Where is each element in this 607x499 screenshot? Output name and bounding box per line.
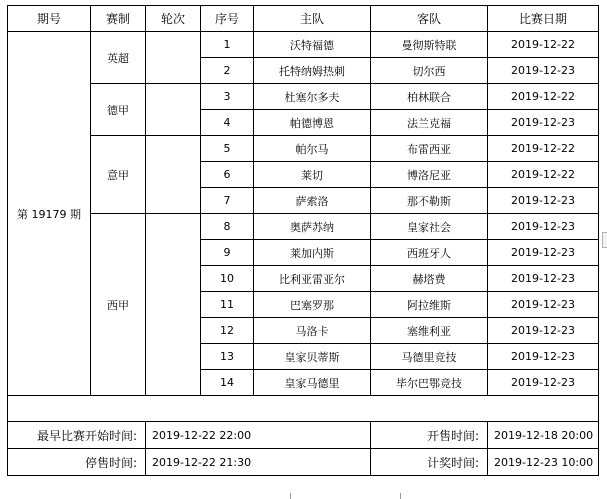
league-cell: 英超 bbox=[91, 32, 146, 84]
home-team-cell: 巴塞罗那 bbox=[254, 292, 371, 318]
seq-cell: 7 bbox=[201, 188, 254, 214]
away-team-cell: 塞维利亚 bbox=[371, 318, 488, 344]
scroll-edge-marker bbox=[602, 232, 607, 248]
match-date-cell: 2019-12-23 bbox=[488, 266, 599, 292]
spacer-row bbox=[8, 396, 599, 422]
seq-cell: 9 bbox=[201, 240, 254, 266]
earliest-start-value: 2019-12-22 22:00 bbox=[146, 422, 371, 449]
header-date: 比赛日期 bbox=[488, 6, 599, 32]
seq-cell: 1 bbox=[201, 32, 254, 58]
seq-cell: 13 bbox=[201, 344, 254, 370]
header-round: 轮次 bbox=[146, 6, 201, 32]
home-team-cell: 皇家贝蒂斯 bbox=[254, 344, 371, 370]
sale-start-label: 开售时间: bbox=[371, 422, 488, 449]
match-date-cell: 2019-12-22 bbox=[488, 84, 599, 110]
match-date-cell: 2019-12-23 bbox=[488, 214, 599, 240]
match-date-cell: 2019-12-22 bbox=[488, 136, 599, 162]
match-date-cell: 2019-12-22 bbox=[488, 32, 599, 58]
page-edge-tick bbox=[290, 493, 291, 499]
seq-cell: 2 bbox=[201, 58, 254, 84]
table-row bbox=[8, 84, 599, 110]
home-team-cell: 皇家马德里 bbox=[254, 370, 371, 396]
league-cell: 意甲 bbox=[91, 136, 146, 214]
table-row bbox=[8, 32, 599, 58]
home-team-cell: 帕德博恩 bbox=[254, 110, 371, 136]
away-team-cell: 阿拉维斯 bbox=[371, 292, 488, 318]
home-team-cell: 帕尔马 bbox=[254, 136, 371, 162]
league-cell: 西甲 bbox=[91, 214, 146, 396]
footer-row-2 bbox=[8, 449, 599, 476]
sale-stop-label: 停售时间: bbox=[8, 449, 146, 476]
seq-cell: 8 bbox=[201, 214, 254, 240]
away-team-cell: 赫塔费 bbox=[371, 266, 488, 292]
header-away: 客队 bbox=[371, 6, 488, 32]
header-row bbox=[8, 6, 599, 32]
match-body bbox=[8, 32, 599, 396]
seq-cell: 12 bbox=[201, 318, 254, 344]
header-home: 主队 bbox=[254, 6, 371, 32]
away-team-cell: 曼彻斯特联 bbox=[371, 32, 488, 58]
match-date-cell: 2019-12-23 bbox=[488, 110, 599, 136]
spacer-cell bbox=[8, 396, 599, 422]
home-team-cell: 杜塞尔多夫 bbox=[254, 84, 371, 110]
away-team-cell: 马德里竞技 bbox=[371, 344, 488, 370]
match-date-cell: 2019-12-23 bbox=[488, 188, 599, 214]
seq-cell: 5 bbox=[201, 136, 254, 162]
table-row bbox=[8, 136, 599, 162]
match-date-cell: 2019-12-23 bbox=[488, 58, 599, 84]
header-period: 期号 bbox=[8, 6, 91, 32]
footer-row-1 bbox=[8, 422, 599, 449]
away-team-cell: 那不勒斯 bbox=[371, 188, 488, 214]
seq-cell: 6 bbox=[201, 162, 254, 188]
match-date-cell: 2019-12-23 bbox=[488, 318, 599, 344]
round-cell bbox=[146, 136, 201, 214]
away-team-cell: 西班牙人 bbox=[371, 240, 488, 266]
away-team-cell: 毕尔巴鄂竞技 bbox=[371, 370, 488, 396]
round-cell bbox=[146, 84, 201, 136]
header-seq: 序号 bbox=[201, 6, 254, 32]
home-team-cell: 托特纳姆热刺 bbox=[254, 58, 371, 84]
match-date-cell: 2019-12-23 bbox=[488, 240, 599, 266]
seq-cell: 10 bbox=[201, 266, 254, 292]
sale-stop-value: 2019-12-22 21:30 bbox=[146, 449, 371, 476]
footer-body bbox=[8, 396, 599, 476]
away-team-cell: 法兰克福 bbox=[371, 110, 488, 136]
header-league: 赛制 bbox=[91, 6, 146, 32]
league-cell: 德甲 bbox=[91, 84, 146, 136]
match-date-cell: 2019-12-23 bbox=[488, 344, 599, 370]
prize-calc-label: 计奖时间: bbox=[371, 449, 488, 476]
earliest-start-label: 最早比赛开始时间: bbox=[8, 422, 146, 449]
match-date-cell: 2019-12-23 bbox=[488, 292, 599, 318]
home-team-cell: 比利亚雷亚尔 bbox=[254, 266, 371, 292]
home-team-cell: 萨索洛 bbox=[254, 188, 371, 214]
seq-cell: 11 bbox=[201, 292, 254, 318]
table-row bbox=[8, 214, 599, 240]
away-team-cell: 博洛尼亚 bbox=[371, 162, 488, 188]
home-team-cell: 沃特福德 bbox=[254, 32, 371, 58]
seq-cell: 14 bbox=[201, 370, 254, 396]
match-date-cell: 2019-12-22 bbox=[488, 162, 599, 188]
period-cell: 第 19179 期 bbox=[8, 32, 91, 396]
round-cell bbox=[146, 32, 201, 84]
match-schedule-table bbox=[7, 5, 599, 476]
home-team-cell: 莱切 bbox=[254, 162, 371, 188]
page-edge-tick bbox=[400, 493, 401, 499]
away-team-cell: 皇家社会 bbox=[371, 214, 488, 240]
home-team-cell: 奥萨苏纳 bbox=[254, 214, 371, 240]
prize-calc-value: 2019-12-23 10:00 bbox=[488, 449, 599, 476]
away-team-cell: 切尔西 bbox=[371, 58, 488, 84]
away-team-cell: 布雷西亚 bbox=[371, 136, 488, 162]
home-team-cell: 莱加内斯 bbox=[254, 240, 371, 266]
match-date-cell: 2019-12-23 bbox=[488, 370, 599, 396]
seq-cell: 3 bbox=[201, 84, 254, 110]
round-cell bbox=[146, 214, 201, 396]
away-team-cell: 柏林联合 bbox=[371, 84, 488, 110]
home-team-cell: 马洛卡 bbox=[254, 318, 371, 344]
seq-cell: 4 bbox=[201, 110, 254, 136]
sale-start-value: 2019-12-18 20:00 bbox=[488, 422, 599, 449]
